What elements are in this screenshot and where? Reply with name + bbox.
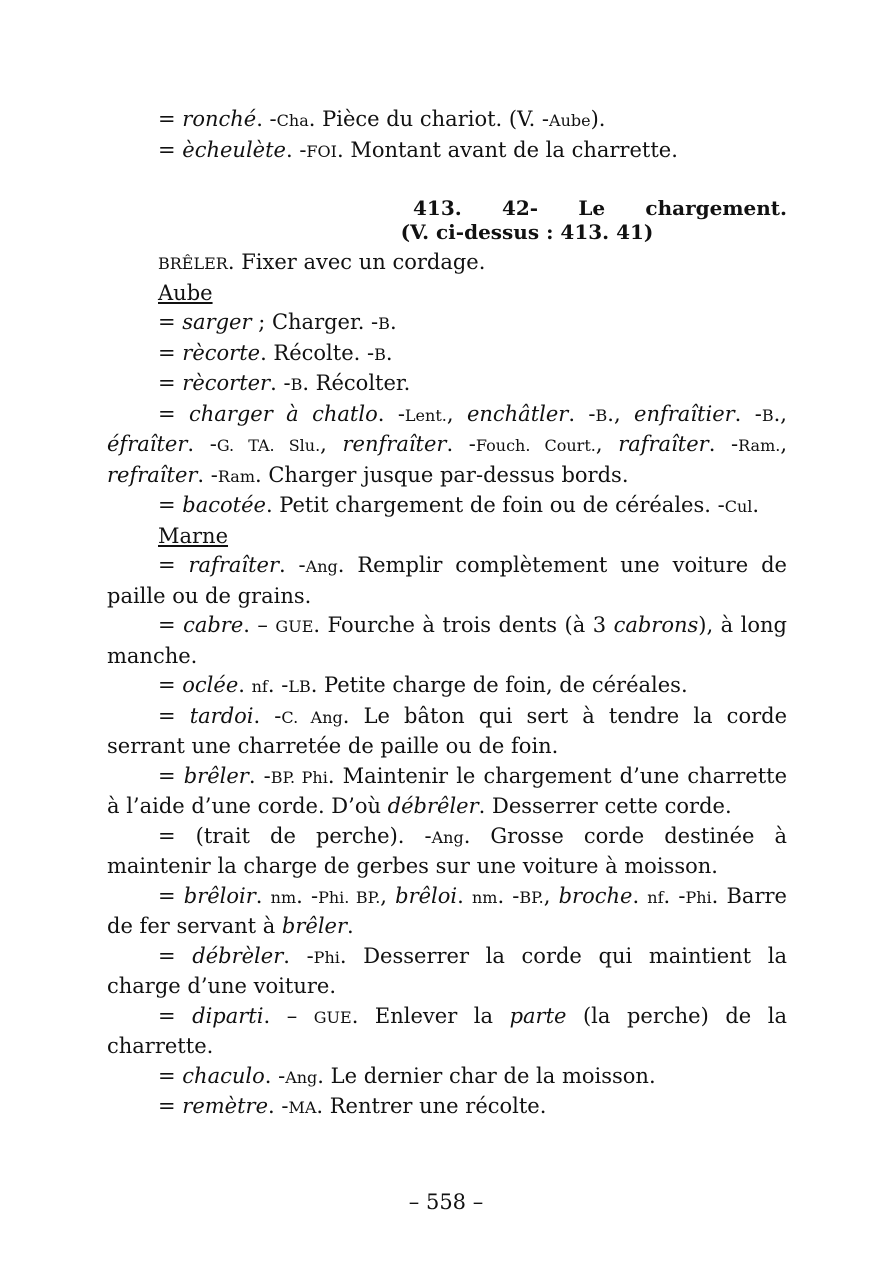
entry-recorter: = rècorter. -B. Récolter. (158, 371, 411, 395)
entry-breler-head: BRÊLER. Fixer avec un cordage. (158, 250, 486, 274)
section-subtitle: (V. ci-dessus : 413. 41) (400, 220, 654, 244)
entry-trait-de-perche: = (trait de perche). -Ang. Grosse corde destinée à maintenir la charge de gerbes sur une voiture à moisson. (107, 823, 787, 878)
region-marne: Marne (158, 523, 229, 548)
entry-chaculo: = chaculo. -Ang. Le dernier char de la moisson. (158, 1063, 656, 1088)
section-word1: Le (578, 196, 606, 220)
entry-echeulete: = èchеulète. -FOI. Montant avant de la charrette. (158, 137, 678, 162)
page-number: – 558 – (408, 1190, 484, 1214)
entry-sarger: = sarger ; Charger. -B. (158, 310, 397, 334)
section-title (107, 196, 787, 244)
region-aube: Aube (158, 280, 213, 305)
entry-ronche: = ronché. -Cha. Pièce du chariot. (V. -Aube). (158, 107, 606, 131)
entry-debreler: = débrèler. -Phi. Desserrer la corde qui maintient la charge d’une voiture. (107, 943, 787, 998)
entry-recorte: = rècorte. Récolte. -B. (158, 340, 393, 365)
entry-bacotee: = bacotée. Petit chargement de foin ou de céréales. -Cul. (158, 493, 760, 517)
entry-remetre: = remètre. -MA. Rentrer une récolte. (158, 1094, 547, 1118)
entry-breloir: = brêloir. nm. -Phi. BP., brêloi. nm. -BP., broche. nf. -Phi. Barre de fer servant à brêler. (107, 883, 787, 938)
page-body (107, 105, 787, 1123)
section-word2: chargement. (645, 196, 787, 220)
entry-breler: = brêler. -BP. Phi. Maintenir le chargement d’une charrette à l’aide d’une corde. D’où débrêler. Desserrer cette corde. (107, 763, 788, 818)
entry-cabre: = cabre. – GUE. Fourche à trois dents (à 3 cabrons), à long manche. (107, 613, 787, 668)
entry-oclee: = oclée. nf. -LB. Petite charge de foin, de céréales. (158, 673, 688, 697)
entry-charger-a-chatlo: = charger à chatlo. -Lent., enchâtler. -B., enfraîtier. -B., éfraîter. -G. TA. Slu., renfraîter. -Fouch. Court., rafraîter. -Ram., refraîter. -Ram. Charger jusque par-dessus bords. (107, 401, 788, 487)
section-sub: 42- (501, 196, 539, 220)
entry-tardoi: = tardoi. -C. Ang. Le bâton qui sert à tendre la corde serrant une charretée de paille ou de foin. (107, 703, 787, 758)
entry-rafraiter: = rafraîter. -Ang. Remplir complètement une voiture de paille ou de grains. (107, 553, 787, 608)
section-number: 413. (413, 196, 462, 220)
entry-diparti: = diparti. – GUE. Enlever la parte (la perche) de la charrette. (107, 1003, 787, 1058)
